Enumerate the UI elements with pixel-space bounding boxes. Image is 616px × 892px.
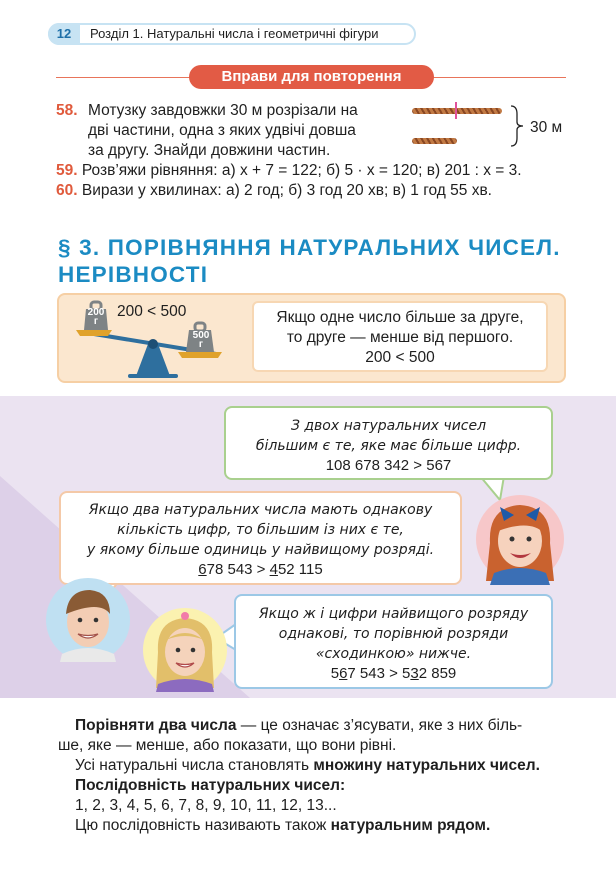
example-part: 5 bbox=[402, 665, 411, 682]
term-bold: натуральним рядом. bbox=[330, 817, 491, 834]
term-bold: Послідовність натуральних чисел: bbox=[75, 777, 346, 794]
exercise-line: за другу. Знайди довжини частин. bbox=[88, 142, 331, 159]
speech-bubble-3 bbox=[234, 594, 553, 689]
scale-caption: 200 < 500 bbox=[117, 303, 187, 320]
definition-line-2: ше, яке — менше, або показати, що вони рівні. bbox=[58, 737, 397, 754]
example-part: 52 115 bbox=[277, 561, 323, 578]
cut-mark bbox=[455, 102, 457, 119]
example-part: 78 543 > bbox=[206, 561, 270, 578]
example-part: 5 bbox=[330, 665, 340, 682]
bubble-line: Якщо два натуральних числа мають однакову bbox=[88, 502, 433, 518]
bubble-example: 108 678 342 > 567 bbox=[325, 457, 452, 474]
example-part: 2 859 bbox=[418, 665, 457, 682]
speech-bubble-1 bbox=[224, 406, 553, 480]
page-number: 12 bbox=[48, 23, 80, 45]
sentence-text: Усі натуральні числа становлять bbox=[75, 757, 314, 774]
brace-icon bbox=[508, 104, 528, 148]
exercise-text: Розв’яжи рівняння: а) x + 7 = 122; б) 5 · x = 120; в) 201 : x = 3. bbox=[81, 162, 522, 179]
section-title-line1: § 3. ПОРІВНЯННЯ НАТУРАЛЬНИХ ЧИСЕЛ. bbox=[58, 235, 561, 260]
definition-line-1 bbox=[75, 716, 522, 736]
speech-bubble-2 bbox=[59, 491, 462, 585]
girl-blonde-avatar bbox=[140, 608, 230, 692]
section-title bbox=[58, 234, 561, 288]
rope-short bbox=[412, 138, 457, 144]
highlight-digit: 6 bbox=[339, 665, 348, 682]
rope-length-label: 30 м bbox=[530, 119, 563, 136]
natural-row-sentence bbox=[75, 816, 490, 836]
weight-unit: г bbox=[93, 316, 99, 327]
weight-unit: г bbox=[198, 339, 204, 350]
bubble-example bbox=[61, 560, 460, 580]
bubble-line: З двох натуральних чисел bbox=[290, 418, 487, 434]
definition-text: — це означає з’ясувати, яке з них біль- bbox=[236, 717, 523, 734]
weight-right-label bbox=[187, 331, 215, 349]
bubble-example bbox=[236, 664, 551, 684]
weight-value: 500 bbox=[192, 330, 210, 341]
term-bold: множину натуральних чисел. bbox=[313, 757, 540, 774]
highlight-digit: 6 bbox=[198, 561, 207, 578]
exercise-59 bbox=[56, 161, 522, 181]
rule-line: 200 < 500 bbox=[365, 349, 435, 366]
exercise-text: Вирази у хвилинах: а) 2 год; б) 3 год 20 хв; в) 1 год 55 хв. bbox=[81, 182, 492, 199]
set-sentence bbox=[75, 756, 540, 776]
sequence-heading bbox=[75, 776, 345, 796]
chapter-title: Розділ 1. Натуральні числа і геометричні фігури bbox=[90, 26, 379, 41]
weight-value: 200 bbox=[87, 307, 105, 318]
exercise-number: 58. bbox=[56, 102, 78, 119]
bubble-line: однакові, то порівнюй розряди bbox=[278, 626, 509, 642]
highlight-digit: 3 bbox=[410, 665, 419, 682]
weight-left-label bbox=[84, 308, 108, 326]
bubble-line: у якому більше одиниць у найвищому розряді. bbox=[86, 542, 435, 558]
exercise-number: 60. bbox=[56, 182, 78, 199]
exercise-58 bbox=[56, 101, 78, 121]
exercise-58-text bbox=[88, 101, 358, 161]
rule-line: Якщо одне число більше за друге, bbox=[276, 309, 524, 326]
example-part: 7 543 > bbox=[347, 665, 403, 682]
girl-redhead-avatar bbox=[474, 493, 566, 585]
boy-avatar bbox=[44, 578, 132, 662]
exercise-number: 59. bbox=[56, 162, 78, 179]
sequence-numbers: 1, 2, 3, 4, 5, 6, 7, 8, 9, 10, 11, 12, 13... bbox=[75, 797, 337, 814]
exercise-line: Мотузку завдовжки 30 м розрізали на bbox=[88, 102, 358, 119]
definition-term: Порівняти два числа bbox=[75, 717, 237, 734]
section-title-line2: НЕРІВНОСТІ bbox=[58, 262, 209, 287]
rule-text bbox=[252, 301, 548, 372]
exercises-banner: Вправи для повторення bbox=[189, 65, 434, 89]
sentence-text: Цю послідовність називають також bbox=[75, 817, 331, 834]
highlight-digit: 4 bbox=[269, 561, 278, 578]
rule-line: то друге — менше від першого. bbox=[286, 329, 514, 346]
exercise-line: дві частини, одна з яких удвічі довша bbox=[88, 122, 356, 139]
exercise-60 bbox=[56, 181, 492, 201]
bubble-line: кількість цифр, то більшим із них є те, bbox=[117, 522, 404, 538]
bubble-line: більшим є те, яке має більше цифр. bbox=[255, 438, 522, 454]
rope-long bbox=[412, 108, 502, 114]
bubble-line: Якщо ж і цифри найвищого розряду bbox=[258, 606, 529, 622]
bubble-line: «сходинкою» нижче. bbox=[315, 646, 472, 662]
